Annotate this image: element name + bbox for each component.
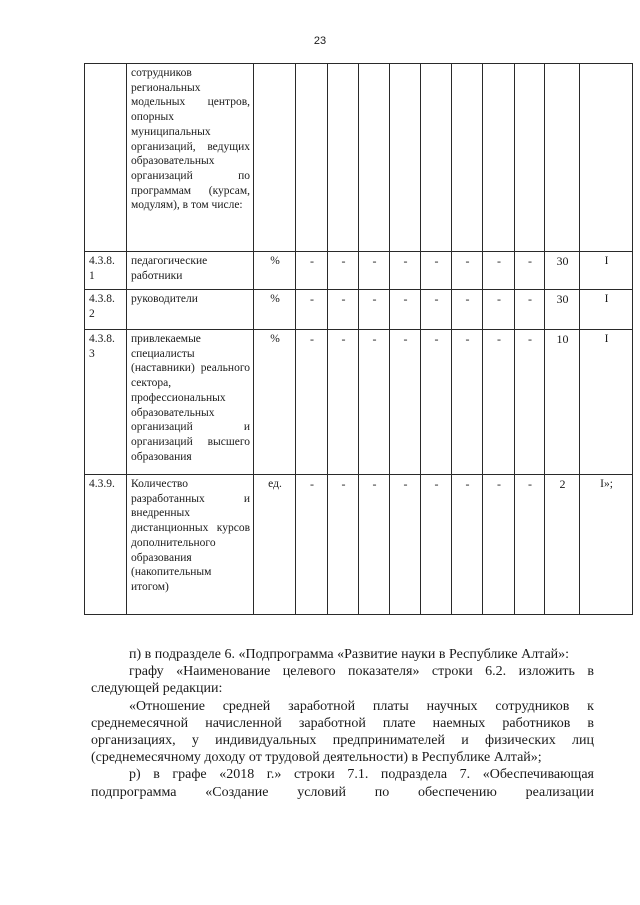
year-value: -	[296, 290, 328, 330]
table-row	[85, 475, 633, 615]
year-value: -	[390, 252, 421, 290]
year-value	[390, 64, 421, 252]
year-value: -	[390, 475, 421, 615]
year-value	[328, 64, 359, 252]
row-unit: %	[254, 330, 296, 475]
body-text	[91, 646, 594, 801]
row-unit: %	[254, 252, 296, 290]
year-value: -	[483, 252, 515, 290]
year-value: -	[359, 330, 390, 475]
row-code: 4.3.8. 1	[85, 252, 127, 290]
row-name: привлекаемые специалисты (наставники) реального сектора, профессиональных образовательных организаций и организаций высшего образования	[127, 330, 254, 475]
year-value	[515, 64, 545, 252]
year-value: -	[296, 330, 328, 475]
indicators-table	[84, 63, 633, 615]
row-unit: ед.	[254, 475, 296, 615]
paragraph-column-instruction: графу «Наименование целевого показателя» строки 6.2. изложить в следующей редакции:	[91, 664, 594, 697]
row-source: I	[580, 252, 633, 290]
year-value: -	[296, 475, 328, 615]
year-value: -	[421, 290, 452, 330]
paragraph-r: р) в графе «2018 г.» строки 7.1. подраздела 7. «Обеспечивающая подпрограмма «Создание условий по обеспечению реализации	[91, 767, 594, 800]
row-unit: %	[254, 290, 296, 330]
year-value	[359, 64, 390, 252]
row-code: 4.3.8. 2	[85, 290, 127, 330]
row-code: 4.3.8. 3	[85, 330, 127, 475]
target-value: 30	[545, 252, 580, 290]
target-value: 2	[545, 475, 580, 615]
table-row	[85, 64, 633, 252]
row-code	[85, 64, 127, 252]
row-unit	[254, 64, 296, 252]
table-row	[85, 252, 633, 290]
year-value: -	[328, 330, 359, 475]
year-value: -	[359, 252, 390, 290]
year-value	[483, 64, 515, 252]
target-value	[545, 64, 580, 252]
table-row	[85, 290, 633, 330]
year-value: -	[296, 252, 328, 290]
year-value: -	[483, 475, 515, 615]
row-name: педагогические работники	[127, 252, 254, 290]
row-source: I»;	[580, 475, 633, 615]
paragraph-quote: «Отношение средней заработной платы научных сотрудников к среднемесячной начисленной заработной плате наемных работников в организациях, у индивидуальных предпринимателей и физических лиц (среднемесячному доходу от трудовой деятельности) в Республике Алтай»;	[91, 698, 594, 766]
row-source: I	[580, 330, 633, 475]
year-value: -	[328, 475, 359, 615]
year-value: -	[390, 330, 421, 475]
year-value	[421, 64, 452, 252]
year-value: -	[359, 475, 390, 615]
year-value: -	[390, 290, 421, 330]
row-name: Количество разработанных и внедренных дистанционных курсов дополнительного образования (накопительным итогом)	[127, 475, 254, 615]
year-value: -	[421, 252, 452, 290]
year-value: -	[421, 330, 452, 475]
year-value: -	[483, 330, 515, 475]
target-value: 30	[545, 290, 580, 330]
year-value: -	[328, 290, 359, 330]
year-value: -	[421, 475, 452, 615]
page-number: 23	[313, 35, 327, 47]
year-value: -	[452, 290, 483, 330]
year-value: -	[483, 290, 515, 330]
year-value: -	[515, 252, 545, 290]
row-source	[580, 64, 633, 252]
year-value	[296, 64, 328, 252]
table-row	[85, 330, 633, 475]
year-value: -	[328, 252, 359, 290]
year-value: -	[359, 290, 390, 330]
year-value: -	[515, 330, 545, 475]
row-name: руководители	[127, 290, 254, 330]
year-value: -	[452, 475, 483, 615]
year-value: -	[515, 290, 545, 330]
year-value: -	[452, 252, 483, 290]
row-code: 4.3.9.	[85, 475, 127, 615]
paragraph-p: п) в подразделе 6. «Подпрограмма «Развитие науки в Республике Алтай»:	[129, 647, 570, 662]
row-source: I	[580, 290, 633, 330]
year-value: -	[452, 330, 483, 475]
year-value: -	[515, 475, 545, 615]
target-value: 10	[545, 330, 580, 475]
year-value	[452, 64, 483, 252]
row-name: сотрудников региональных модельных центров, опорных муниципальных организаций, ведущих образовательных организаций по программам (курсам, модулям), в том числе:	[127, 64, 254, 252]
